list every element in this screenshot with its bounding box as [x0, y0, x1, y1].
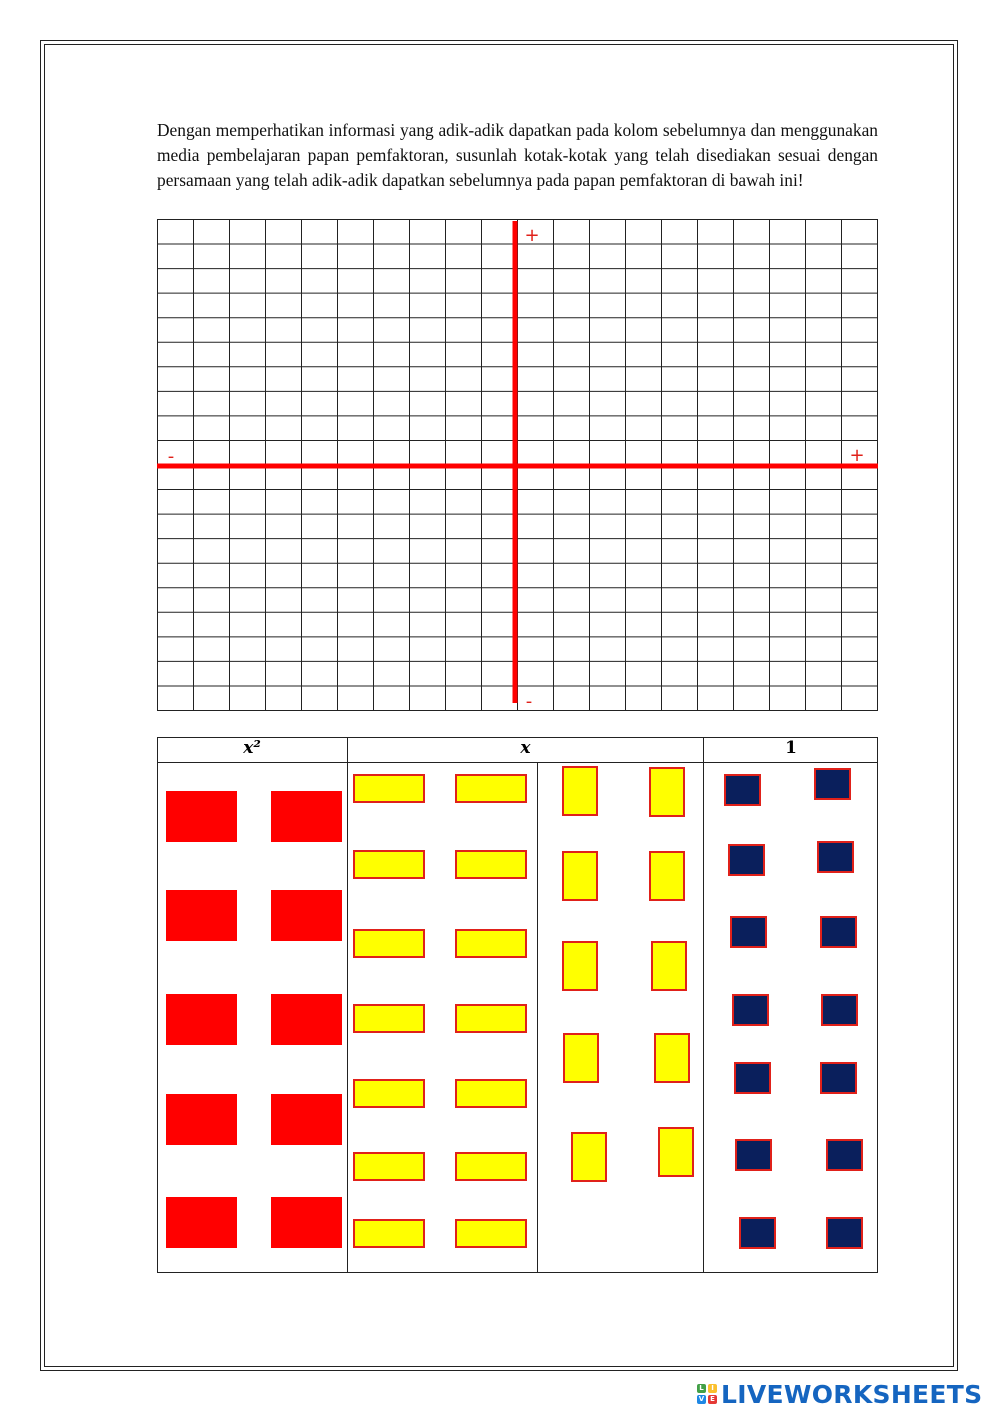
- unit-tile[interactable]: [728, 844, 765, 876]
- x-tile-horizontal[interactable]: [353, 850, 425, 879]
- x-tile-horizontal[interactable]: [353, 1152, 425, 1181]
- x-tile-vertical[interactable]: [563, 1033, 599, 1083]
- x-tile-vertical[interactable]: [649, 767, 685, 817]
- factorization-board[interactable]: [157, 219, 878, 711]
- x-tile-horizontal[interactable]: [353, 774, 425, 803]
- logo-mark-l: L: [697, 1384, 706, 1393]
- header-x: x: [520, 738, 531, 758]
- x-tile-vertical[interactable]: [562, 766, 598, 816]
- unit-tile[interactable]: [724, 774, 761, 806]
- x-tile-horizontal[interactable]: [353, 1219, 425, 1248]
- sign-right: +: [849, 445, 865, 466]
- x-tile-horizontal[interactable]: [455, 1079, 527, 1108]
- unit-tile[interactable]: [732, 994, 769, 1026]
- logo-mark-v: V: [698, 1395, 705, 1403]
- liveworksheets-logo: [697, 1381, 982, 1407]
- unit-tile[interactable]: [735, 1139, 772, 1171]
- sign-left: -: [167, 446, 175, 467]
- x-tile-horizontal[interactable]: [455, 1004, 527, 1033]
- x-squared-tile[interactable]: [271, 791, 342, 842]
- x-tile-horizontal[interactable]: [455, 1152, 527, 1181]
- instructions-text: Dengan memperhatikan informasi yang adik-adik dapatkan pada kolom sebelumnya dan menggunakan media pembelajaran papan pemfaktoran, susunlah kotak-kotak yang telah disediakan sesuai dengan persamaan yang telah adik-adik dapatkan sebelumnya pada papan pemfaktoran di bawah ini!: [157, 120, 878, 190]
- unit-tile[interactable]: [826, 1217, 863, 1249]
- header-one: 1: [785, 738, 797, 758]
- x-tile-vertical[interactable]: [562, 851, 598, 901]
- x-tile-horizontal[interactable]: [455, 1219, 527, 1248]
- x-squared-tile[interactable]: [166, 890, 237, 941]
- unit-tile[interactable]: [817, 841, 854, 873]
- liveworksheets-logo-icon: [697, 1384, 717, 1404]
- unit-tile[interactable]: [739, 1217, 776, 1249]
- liveworksheets-logo-text: LIVEWORKSHEETS: [721, 1379, 983, 1409]
- unit-tile[interactable]: [820, 916, 857, 948]
- x-tile-horizontal[interactable]: [455, 774, 527, 803]
- x-squared-tile[interactable]: [271, 1197, 342, 1248]
- logo-mark-i: I: [708, 1384, 717, 1393]
- x-squared-tile[interactable]: [271, 994, 342, 1045]
- x-tile-vertical[interactable]: [562, 941, 598, 991]
- x-tile-vertical[interactable]: [571, 1132, 607, 1182]
- unit-tile[interactable]: [826, 1139, 863, 1171]
- unit-tile[interactable]: [820, 1062, 857, 1094]
- unit-tile[interactable]: [734, 1062, 771, 1094]
- x-tile-vertical[interactable]: [654, 1033, 690, 1083]
- x-tile-vertical[interactable]: [651, 941, 687, 991]
- x-squared-tile[interactable]: [271, 890, 342, 941]
- x-tile-horizontal[interactable]: [353, 1079, 425, 1108]
- logo-mark-e: E: [708, 1395, 717, 1404]
- tiles-table: [157, 737, 878, 1273]
- unit-tile[interactable]: [814, 768, 851, 800]
- sign-bottom: -: [525, 691, 533, 711]
- unit-tile[interactable]: [821, 994, 858, 1026]
- x-tile-horizontal[interactable]: [455, 929, 527, 958]
- sign-top: +: [524, 225, 540, 246]
- x-squared-tile[interactable]: [166, 791, 237, 842]
- x-squared-tile[interactable]: [271, 1094, 342, 1145]
- x-squared-tile[interactable]: [166, 1094, 237, 1145]
- unit-tile[interactable]: [730, 916, 767, 948]
- x-tile-horizontal[interactable]: [353, 929, 425, 958]
- header-x-squared: x²: [243, 738, 261, 758]
- x-squared-tile[interactable]: [166, 994, 237, 1045]
- x-squared-tile[interactable]: [166, 1197, 237, 1248]
- x-tile-horizontal[interactable]: [353, 1004, 425, 1033]
- x-tile-vertical[interactable]: [649, 851, 685, 901]
- x-tile-horizontal[interactable]: [455, 850, 527, 879]
- x-tile-vertical[interactable]: [658, 1127, 694, 1177]
